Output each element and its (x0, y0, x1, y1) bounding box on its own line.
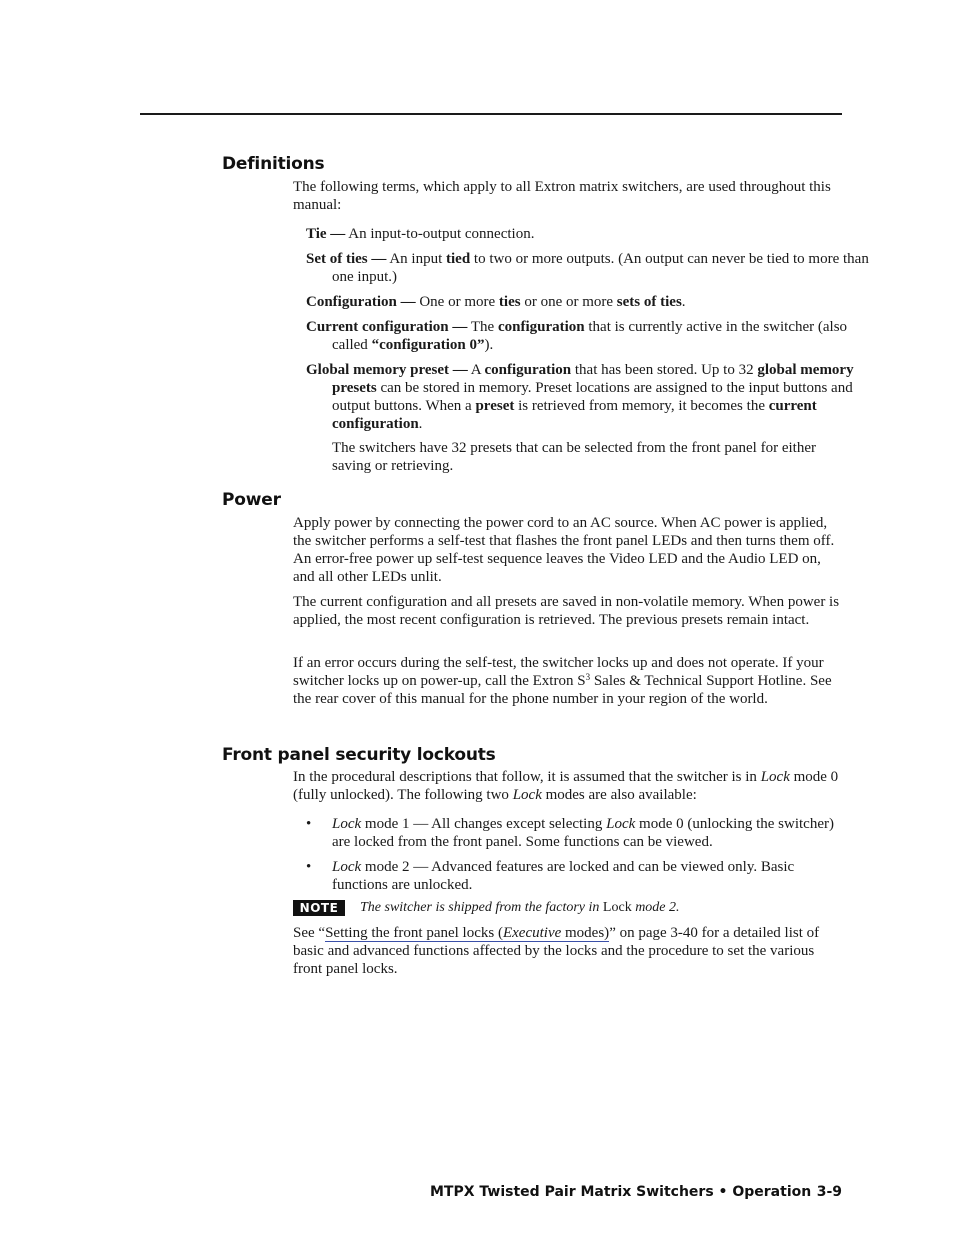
page-footer (430, 1184, 842, 1200)
list-item-lock-mode-1: • Lock mode 1 — All changes except selecting Lock mode 0 (unlocking the switcher) are locked from the front panel. Some functions can be viewed. (306, 816, 834, 850)
power-paragraph-1: Apply power by connecting the power cord to an AC source. When AC power is applied, the switcher performs a self-test that flashes the front panel LEDs and then turns them off. An error-free power up self-test sequence leaves the Video LED and the Audio LED on, and all other LEDs unlit. (293, 515, 835, 585)
note-badge: NOTE (293, 900, 345, 916)
header-rule (140, 113, 842, 115)
term-tie: Tie — (306, 226, 346, 242)
bullet-icon: • (306, 816, 312, 832)
definition-configuration: Configuration — One or more ties or one or more sets of ties. (306, 294, 686, 310)
power-paragraph-3: If an error occurs during the self-test, the switcher locks up and does not operate. If your switcher locks up on power-up, call the Extron $S^3$ Sales & Technical Support Hotline. See the rear cover of this manual for the phone number in your region of the world. (293, 655, 832, 707)
security-heading: Front panel security lockouts (222, 745, 496, 765)
term-set-of-ties: Set of ties — (306, 251, 387, 267)
power-heading: Power (222, 490, 281, 510)
security-intro: In the procedural descriptions that follow, it is assumed that the switcher is in Lock mode 0 (fully unlocked). The following two Lock modes are also available: (293, 769, 839, 803)
front-panel-locks-link[interactable]: Setting the front panel locks (Executive modes) (325, 925, 610, 941)
see-reference-paragraph: See “Setting the front panel locks (Executive modes)” on page 3-40 for a detailed list of basic and advanced functions affected by the locks and the procedure to set the various front panel locks. (293, 925, 820, 977)
definitions-intro: The following terms, which apply to all Extron matrix switchers, are used throughout this manual: (293, 179, 831, 213)
definition-tie: Tie — An input-to-output connection. (306, 226, 535, 242)
term-configuration: Configuration — (306, 294, 416, 310)
footer-title: MTPX Twisted Pair Matrix Switchers • Operation (430, 1184, 812, 1200)
definition-global-memory-preset: Global memory preset — A configuration that has been stored. Up to 32 global memory presets can be stored in memory. Preset locations are assigned to the input buttons and output buttons. When a preset is retrieved from memory, it becomes the current configuration. (306, 362, 854, 432)
list-item-lock-mode-2: • Lock mode 2 — Advanced features are locked and can be viewed only. Basic functions are unlocked. (306, 859, 795, 893)
definitions-heading: Definitions (222, 154, 325, 174)
page-number: 3-9 (816, 1184, 842, 1200)
term-current-configuration: Current configuration — (306, 319, 468, 335)
note-text: The switcher is shipped from the factory in Lock mode 2. (360, 900, 680, 915)
definition-current-configuration: Current configuration — The configuration that is currently active in the switcher (also called “configuration 0”). (306, 319, 848, 353)
term-global-memory-preset: Global memory preset — (306, 362, 468, 378)
bullet-icon: • (306, 859, 312, 875)
definition-set-of-ties: Set of ties — An input tied to two or more outputs. (An output can never be tied to more than one input.) (306, 251, 869, 285)
power-paragraph-2: The current configuration and all presets are saved in non-volatile memory. When power is applied, the most recent configuration is retrieved. The previous presets remain intact. (293, 594, 840, 628)
presets-note: The switchers have 32 presets that can be selected from the front panel for either saving or retrieving. (332, 440, 816, 474)
